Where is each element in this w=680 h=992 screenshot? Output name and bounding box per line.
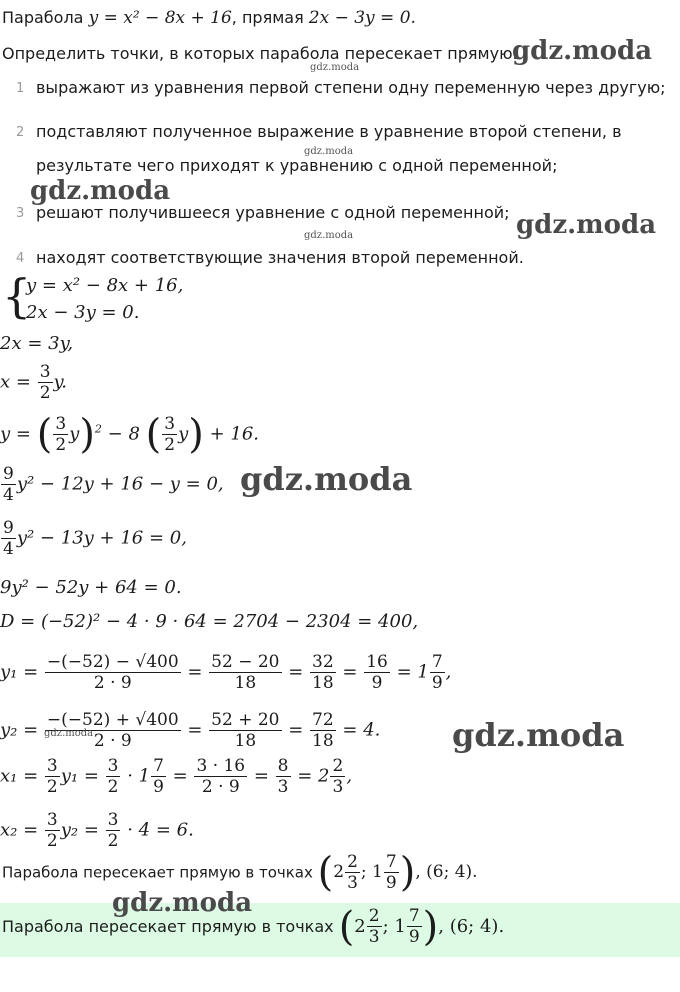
- problem-mid: , прямая: [231, 8, 309, 27]
- watermark: gdz.moda: [112, 888, 253, 918]
- eq-x2: x₂ = $\frac{3}{2}$ y₂ = $\frac{3}{2}$ · 4 = 6.: [0, 810, 194, 851]
- eq-x-expression: x = $\frac{3}{2}$ y.: [0, 362, 68, 403]
- watermark: gdz.moda: [44, 728, 94, 739]
- task-line: Определить точки, в которых парабола пересекает прямую.: [2, 44, 518, 63]
- eq-expanded-1: $\frac{9}{4}$ y² − 12y + 16 − y = 0,: [3, 464, 224, 505]
- line-equation: 2x − 3y = 0.: [308, 8, 416, 28]
- step-number: 4: [16, 251, 25, 266]
- eq-expanded-2: $\frac{9}{4}$ y² − 13y + 16 = 0,: [3, 518, 187, 559]
- step-number: 1: [16, 81, 25, 96]
- step-number: 2: [16, 125, 25, 140]
- step-text: результате чего приходят к уравнению с одной переменной;: [36, 156, 558, 175]
- eq-discriminant: D = (−52)² − 4 · 9 · 64 = 2704 − 2304 = 400,: [0, 611, 419, 632]
- conclusion: Парабола пересекает прямую в точках (2 $\frac{2}{3}$ ; 1 $\frac{7}{9}$ ), (6; 4).: [2, 849, 478, 896]
- watermark: gdz.moda: [516, 210, 657, 240]
- step-text: находят соответствующие значения второй переменной.: [36, 248, 524, 267]
- system-eq-2: 2x − 3y = 0.: [26, 302, 140, 323]
- system-eq-1: y = x² − 8x + 16,: [26, 275, 184, 296]
- watermark: gdz.moda: [452, 716, 625, 754]
- watermark: gdz.moda: [304, 230, 354, 241]
- step-text: решают получившееся уравнение с одной переменной;: [36, 203, 510, 222]
- system-brace: {: [2, 269, 32, 323]
- watermark: gdz.moda: [30, 176, 171, 206]
- eq-2x-3y: 2x = 3y,: [0, 333, 74, 354]
- watermark: gdz.moda: [240, 460, 413, 498]
- step-text: подставляют полученное выражение в уравнение второй степени, в: [36, 122, 622, 141]
- problem-intro: Парабола: [2, 8, 89, 27]
- watermark: gdz.moda: [310, 62, 360, 73]
- step-text: выражают из уравнения первой степени одну переменную через другую;: [36, 78, 666, 97]
- eq-substitution: y = ( $\frac{3}{2}$ y)$^2$ − 8 ( $\frac{3}{2}$ y) + 16.: [0, 411, 259, 458]
- watermark: gdz.moda: [304, 146, 354, 157]
- step-number: 3: [16, 206, 25, 221]
- eq-quadratic: 9y² − 52y + 64 = 0.: [0, 577, 182, 598]
- eq-y1: y₁ = $\frac{-(-52) - √400}{2 \cdot 9}$ = $\frac{52 - 20}{18}$ = $\frac{32}{18}$ = $\frac{16}{9}$ = 1 $\frac{7}{9}$ ,: [0, 652, 452, 693]
- parabola-equation: y = x² − 8x + 16: [88, 8, 232, 28]
- problem-statement: [2, 8, 416, 28]
- watermark: gdz.moda: [512, 36, 653, 66]
- answer-text: Парабола пересекает прямую в точках (2 $\frac{2}{3}$ ; 1 $\frac{7}{9}$ ), (6; 4).: [2, 903, 505, 950]
- eq-x1: x₁ = $\frac{3}{2}$ y₁ = $\frac{3}{2}$ · 1 $\frac{7}{9}$ = $\frac{3 \cdot 16}{2 \cdot 9}$ = $\frac{8}{3}$ = 2 $\frac{2}{3}$ ,: [0, 756, 353, 797]
- eq-y2: y₂ = $\frac{-(-52) + √400}{2 \cdot 9}$ = $\frac{52 + 20}{18}$ = $\frac{72}{18}$ = 4.: [0, 710, 381, 751]
